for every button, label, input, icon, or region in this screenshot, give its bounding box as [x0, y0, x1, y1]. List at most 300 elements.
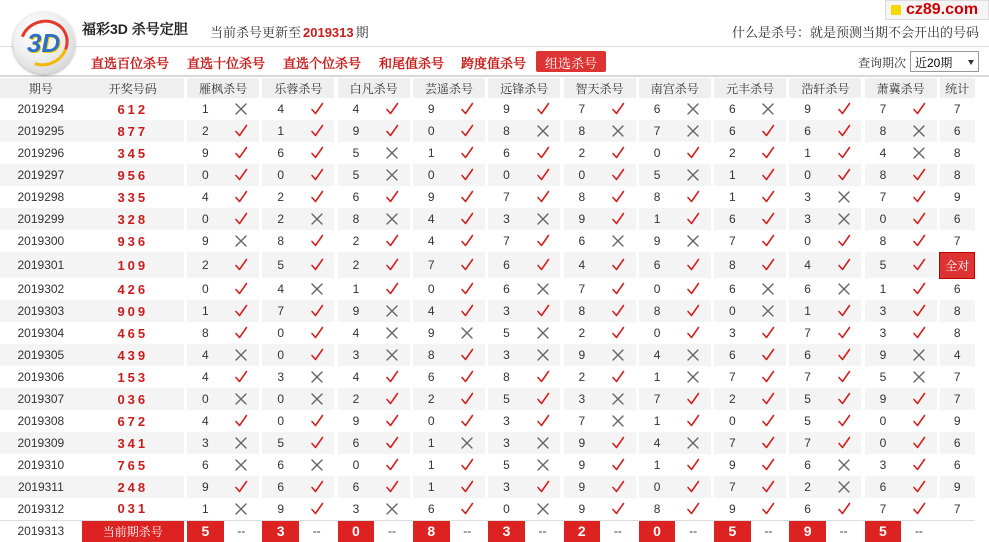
kill-number-cell: 8 [865, 120, 902, 142]
cross-icon [686, 348, 700, 362]
table-row [0, 410, 975, 432]
kill-number-cell: 6 [804, 282, 811, 296]
pending-mark: -- [751, 520, 787, 542]
stat-cell: 7 [940, 388, 975, 410]
check-icon [901, 300, 937, 322]
check-icon [460, 414, 474, 428]
check-icon [611, 258, 625, 272]
cross-icon [826, 208, 862, 230]
header-expert: 芸遥杀号 [413, 78, 485, 98]
kill-number-cell: 2 [338, 388, 375, 410]
kill-number-cell: 6 [338, 476, 375, 498]
check-icon [460, 458, 474, 472]
pending-mark: -- [675, 520, 711, 542]
kill-number-cell: 9 [202, 146, 209, 160]
kill-number-cell: 4 [352, 326, 360, 340]
check-icon [686, 258, 700, 272]
check-icon [310, 146, 324, 160]
check-icon [234, 190, 248, 204]
kill-number-cell: 2 [714, 388, 751, 410]
cross-icon [686, 436, 700, 450]
current-kill-number: 5 [865, 520, 902, 542]
check-icon [912, 234, 926, 248]
kill-number-cell: 6 [277, 458, 284, 472]
kill-number-cell: 4 [413, 208, 450, 230]
kill-number-cell: 3 [488, 208, 525, 230]
draw-number-cell: 153 [117, 369, 149, 385]
check-icon [837, 124, 851, 138]
cross-icon [536, 348, 550, 362]
header-stats: 统计 [940, 78, 975, 98]
cross-icon [525, 278, 561, 300]
kill-number-cell: 6 [714, 208, 751, 230]
cross-icon [310, 212, 324, 226]
kill-number-cell: 6 [352, 190, 360, 204]
query-period-select[interactable]: 近20期 [910, 51, 979, 72]
kill-number-cell: 7 [729, 234, 736, 248]
kill-number-cell: 2 [187, 252, 224, 278]
kill-number-cell: 3 [879, 326, 887, 340]
check-icon [837, 436, 851, 450]
kill-number-cell: 4 [413, 300, 450, 322]
cross-icon [224, 388, 260, 410]
check-icon [912, 190, 926, 204]
header-expert: 白凡杀号 [338, 78, 410, 98]
check-icon [600, 252, 636, 278]
kill-number-cell: 5 [639, 164, 676, 186]
check-icon [837, 102, 851, 116]
stat-cell: 4 [940, 344, 975, 366]
kill-number-cell: 7 [804, 326, 811, 340]
cross-icon [901, 366, 937, 388]
check-icon [686, 502, 700, 516]
current-kill-number: 0 [639, 520, 676, 542]
kill-number-cell: 6 [789, 120, 826, 142]
cross-icon [374, 142, 410, 164]
cross-icon [374, 208, 410, 230]
current-period-row [0, 520, 975, 542]
kill-number-cell: 6 [503, 282, 510, 296]
cross-icon [686, 234, 700, 248]
cross-icon [385, 502, 399, 516]
table-row [0, 476, 975, 498]
cross-icon [460, 436, 474, 450]
check-icon [600, 322, 636, 344]
cross-icon [761, 102, 775, 116]
cross-icon [675, 344, 711, 366]
table-row [0, 344, 975, 366]
check-icon [299, 120, 335, 142]
check-icon [761, 392, 775, 406]
kill-number-cell: 2 [187, 120, 224, 142]
check-icon [912, 258, 926, 272]
cross-icon [224, 230, 260, 252]
nav-units-kill[interactable]: 直选个位杀号 [283, 56, 362, 71]
check-icon [234, 168, 248, 182]
check-icon [374, 388, 410, 410]
check-icon [299, 252, 335, 278]
check-icon [299, 164, 335, 186]
check-icon [761, 436, 775, 450]
check-icon [600, 208, 636, 230]
kill-number-cell: 3 [804, 190, 811, 204]
check-icon [751, 454, 787, 476]
kill-number-cell: 0 [653, 326, 661, 340]
period-cell: 2019312 [17, 501, 65, 516]
kill-number-cell: 9 [338, 120, 375, 142]
kill-number-cell: 3 [488, 432, 525, 454]
kill-number-cell: 5 [262, 252, 299, 278]
period-cell: 2019310 [17, 458, 65, 472]
check-icon [675, 388, 711, 410]
header-draw-number: 开奖号码 [82, 78, 184, 98]
kill-number-cell: 6 [277, 146, 284, 160]
draw-number-cell: 109 [82, 252, 184, 278]
kill-number-cell: 0 [865, 432, 902, 454]
check-icon [224, 208, 260, 230]
cross-icon [385, 348, 399, 362]
header-expert: 南宫杀号 [639, 78, 711, 98]
check-icon [761, 124, 775, 138]
check-icon [536, 304, 550, 318]
kill-number-cell: 8 [653, 501, 661, 516]
check-icon [374, 410, 410, 432]
kill-number-cell: 1 [427, 458, 435, 472]
period-cell: 2019308 [17, 414, 65, 428]
kill-number-cell: 3 [729, 326, 736, 340]
kill-number-cell: 7 [714, 432, 751, 454]
kill-number-cell: 5 [879, 370, 887, 384]
check-icon [901, 230, 937, 252]
stat-cell: 8 [953, 326, 961, 340]
kill-number-cell: 7 [578, 414, 586, 428]
check-icon [385, 458, 399, 472]
kill-number-cell: 8 [879, 234, 887, 248]
kill-number-cell: 5 [789, 388, 826, 410]
cross-icon [450, 432, 486, 454]
kill-number-cell: 1 [879, 282, 887, 296]
kill-number-cell: 9 [427, 102, 435, 116]
kill-number-cell: 9 [352, 414, 360, 428]
check-icon [761, 326, 775, 340]
check-icon [826, 120, 862, 142]
check-icon [234, 326, 248, 340]
check-icon [912, 480, 926, 494]
period-cell: 2019311 [0, 476, 82, 498]
check-icon [761, 168, 775, 182]
brand-watermark[interactable]: cz89.com [885, 0, 989, 20]
kill-number-cell: 8 [277, 234, 284, 248]
kill-number-cell: 5 [488, 388, 525, 410]
check-icon [450, 300, 486, 322]
check-icon [600, 164, 636, 186]
table-row [0, 278, 975, 300]
check-icon [450, 208, 486, 230]
current-kill-number: 9 [789, 520, 826, 542]
kill-number-cell: 1 [804, 146, 811, 160]
cross-icon [374, 498, 410, 520]
kill-number-cell: 0 [714, 300, 751, 322]
check-icon [600, 186, 636, 208]
check-icon [611, 190, 625, 204]
check-icon [224, 410, 260, 432]
kill-number-cell: 6 [865, 476, 902, 498]
nav-group-kill[interactable]: 组选杀号 [536, 51, 606, 72]
check-icon [912, 502, 926, 516]
check-icon [299, 300, 335, 322]
check-icon [310, 502, 324, 516]
kill-number-cell: 3 [564, 388, 601, 410]
check-icon [826, 164, 862, 186]
kill-number-cell: 5 [338, 164, 375, 186]
cross-icon [826, 186, 862, 208]
check-icon [901, 476, 937, 498]
check-icon [536, 392, 550, 406]
kill-number-cell: 1 [639, 208, 676, 230]
check-icon [525, 186, 561, 208]
check-icon [450, 410, 486, 432]
kill-number-cell: 3 [488, 300, 525, 322]
check-icon [901, 410, 937, 432]
check-icon [611, 168, 625, 182]
kill-number-cell: 0 [639, 476, 676, 498]
pending-mark: -- [525, 520, 561, 542]
kill-number-cell: 9 [804, 102, 811, 116]
cross-icon [234, 436, 248, 450]
check-icon [460, 370, 474, 384]
check-icon [611, 282, 625, 296]
kill-number-cell: 8 [413, 344, 450, 366]
kill-number-cell: 1 [789, 300, 826, 322]
check-icon [675, 208, 711, 230]
table-row [0, 98, 975, 120]
check-icon [525, 252, 561, 278]
cross-icon [901, 142, 937, 164]
check-icon [310, 304, 324, 318]
check-icon [385, 102, 399, 116]
kill-number-cell: 7 [804, 370, 811, 384]
kill-number-cell: 8 [202, 326, 209, 340]
check-icon [675, 278, 711, 300]
kill-number-cell: 2 [578, 146, 586, 160]
kill-number-cell: 7 [879, 501, 887, 516]
check-icon [901, 388, 937, 410]
cross-icon [234, 234, 248, 248]
cross-icon [525, 208, 561, 230]
check-icon [600, 498, 636, 520]
table-row [0, 300, 975, 322]
check-icon [450, 230, 486, 252]
check-icon [536, 234, 550, 248]
kill-number-cell: 1 [413, 476, 450, 498]
kill-number-cell: 6 [578, 234, 586, 248]
check-icon [826, 142, 862, 164]
kill-number-cell: 1 [653, 370, 661, 384]
stat-cell: 9 [940, 476, 975, 498]
check-icon [385, 370, 399, 384]
draw-number-cell: 345 [117, 145, 149, 161]
period-cell: 2019297 [0, 164, 82, 186]
stat-cell: 9 [953, 190, 961, 204]
kill-number-cell: 3 [488, 344, 525, 366]
kill-number-cell: 6 [427, 370, 435, 384]
table-row [0, 432, 975, 454]
kill-number-cell: 0 [789, 164, 826, 186]
check-icon [385, 480, 399, 494]
kill-number-cell: 8 [488, 120, 525, 142]
check-icon [686, 282, 700, 296]
check-icon [751, 230, 787, 252]
cross-icon [675, 120, 711, 142]
cross-icon [385, 212, 399, 226]
table-row [0, 366, 975, 388]
check-icon [686, 146, 700, 160]
check-icon [460, 480, 474, 494]
current-kill-number: 5 [714, 520, 751, 542]
cross-icon [686, 124, 700, 138]
kill-number-cell: 0 [653, 146, 661, 160]
check-icon [826, 366, 862, 388]
check-icon [460, 304, 474, 318]
table-row [0, 322, 975, 344]
check-icon [912, 458, 926, 472]
draw-number-cell: 328 [82, 208, 184, 230]
check-icon [901, 498, 937, 520]
cross-icon [611, 234, 625, 248]
check-icon [686, 480, 700, 494]
check-icon [385, 190, 399, 204]
kill-number-cell: 7 [879, 190, 887, 204]
check-icon [224, 300, 260, 322]
cross-icon [826, 476, 862, 498]
check-icon [234, 258, 248, 272]
kill-number-cell: 9 [427, 190, 435, 204]
kill-number-cell: 3 [187, 432, 224, 454]
check-icon [525, 164, 561, 186]
kill-number-cell: 0 [729, 414, 736, 428]
cross-icon [600, 410, 636, 432]
check-icon [385, 282, 399, 296]
kill-number-cell: 4 [427, 234, 435, 248]
cross-icon [460, 326, 474, 340]
check-icon [611, 436, 625, 450]
cross-icon [525, 344, 561, 366]
nav-hundreds-kill[interactable]: 直选百位杀号 [91, 56, 170, 71]
kill-number-cell: 0 [653, 282, 661, 296]
kill-number-cell: 6 [262, 476, 299, 498]
kill-number-cell: 6 [639, 252, 676, 278]
check-icon [299, 142, 335, 164]
check-icon [901, 252, 937, 278]
period-cell: 2019304 [17, 326, 65, 340]
nav-tens-kill[interactable]: 直选十位杀号 [187, 56, 266, 71]
cross-icon [224, 98, 260, 120]
kill-number-cell: 7 [729, 370, 736, 384]
check-icon [600, 476, 636, 498]
draw-number-cell: 465 [117, 325, 149, 341]
kill-number-cell: 8 [564, 120, 601, 142]
check-icon [450, 142, 486, 164]
pending-mark: -- [299, 520, 335, 542]
pending-mark: -- [600, 520, 636, 542]
check-icon [600, 98, 636, 120]
check-icon [600, 278, 636, 300]
kill-number-cell: 2 [262, 208, 299, 230]
check-icon [826, 432, 862, 454]
check-icon [310, 480, 324, 494]
draw-number-cell: 031 [117, 501, 149, 517]
page-title: 福彩3D 杀号定胆 [82, 21, 188, 37]
check-icon [374, 98, 410, 120]
kill-number-cell: 2 [413, 388, 450, 410]
cross-icon [912, 348, 926, 362]
period-cell: 2019299 [0, 208, 82, 230]
kill-number-cell: 9 [578, 458, 586, 472]
check-icon [450, 366, 486, 388]
nav-span-kill[interactable]: 跨度值杀号 [461, 56, 527, 71]
draw-number-cell: 036 [82, 388, 184, 410]
cross-icon [234, 102, 248, 116]
kill-number-cell: 7 [789, 432, 826, 454]
cross-icon [224, 498, 260, 520]
kill-number-cell: 0 [879, 414, 887, 428]
check-icon [761, 190, 775, 204]
kill-number-cell: 0 [427, 282, 435, 296]
check-icon [536, 190, 550, 204]
check-icon [224, 252, 260, 278]
check-icon [450, 186, 486, 208]
kill-number-cell: 1 [714, 164, 751, 186]
kill-number-cell: 0 [277, 414, 284, 428]
check-icon [761, 234, 775, 248]
nav-sum-tail-kill[interactable]: 和尾值杀号 [379, 56, 445, 71]
cross-icon [374, 164, 410, 186]
cross-icon [385, 326, 399, 340]
check-icon [751, 252, 787, 278]
check-icon [460, 392, 474, 406]
check-icon [385, 124, 399, 138]
period-cell: 2019307 [0, 388, 82, 410]
kill-number-cell: 8 [503, 370, 510, 384]
stat-cell: 7 [953, 102, 961, 116]
check-icon [299, 230, 335, 252]
pending-mark: -- [224, 520, 260, 542]
check-icon [450, 476, 486, 498]
check-icon [611, 502, 625, 516]
check-icon [751, 432, 787, 454]
check-icon [837, 146, 851, 160]
check-icon [751, 410, 787, 432]
table-row [0, 388, 975, 410]
check-icon [299, 410, 335, 432]
kill-number-cell: 0 [564, 164, 601, 186]
current-kill-number: 5 [187, 520, 224, 542]
check-icon [525, 98, 561, 120]
check-icon [686, 304, 700, 318]
check-icon [675, 252, 711, 278]
kill-number-cell: 9 [202, 234, 209, 248]
cross-icon [310, 282, 324, 296]
draw-number-cell: 672 [117, 413, 149, 429]
check-icon [299, 432, 335, 454]
check-icon [224, 278, 260, 300]
kill-number-cell: 9 [427, 326, 435, 340]
header-expert: 雁枫杀号 [187, 78, 259, 98]
check-icon [675, 410, 711, 432]
kill-number-cell: 9 [729, 458, 736, 472]
check-icon [525, 230, 561, 252]
stat-cell: 6 [953, 458, 961, 472]
